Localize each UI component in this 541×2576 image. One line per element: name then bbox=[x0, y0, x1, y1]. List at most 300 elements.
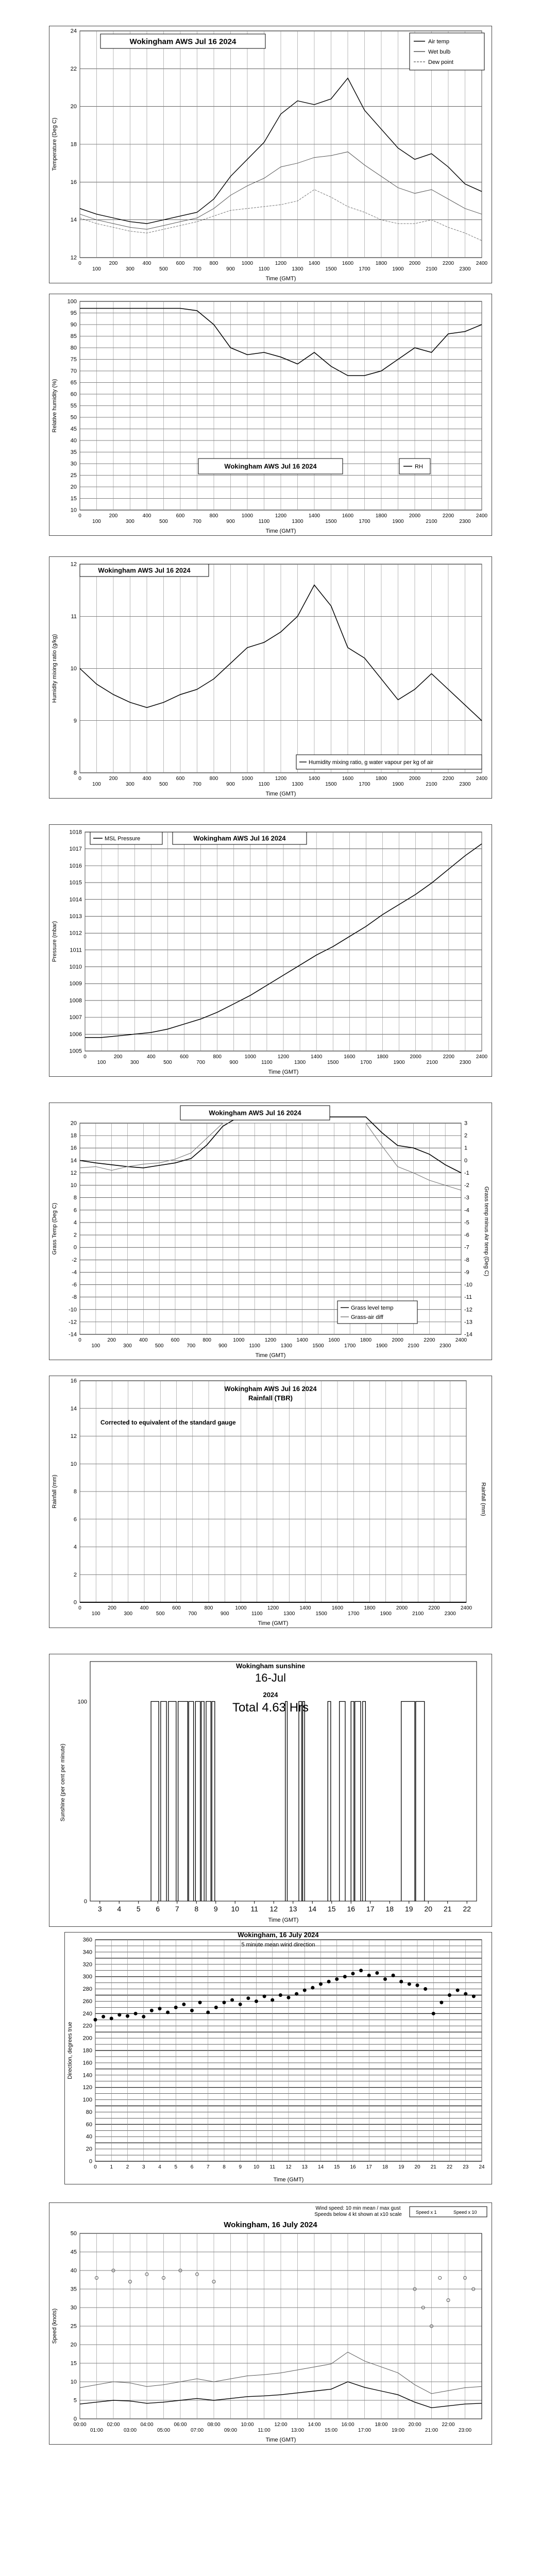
y-tick-label: 16 bbox=[70, 1145, 77, 1151]
chart-subtitle: 5 minute mean wind direction bbox=[241, 1942, 315, 1948]
x-tick-label: 200 bbox=[113, 1054, 123, 1060]
y-axis-label: Sunshine (per cent per minute) bbox=[60, 1743, 66, 1822]
y2-tick-label: -13 bbox=[464, 1319, 472, 1326]
y-tick-label: 10 bbox=[70, 2379, 77, 2385]
y-tick-label: 1018 bbox=[69, 829, 82, 836]
y2-tick-label: -14 bbox=[464, 1331, 472, 1338]
x-tick-label: 500 bbox=[156, 1611, 165, 1617]
y-tick-label: 5 bbox=[73, 2397, 77, 2404]
x-tick-label: 7 bbox=[206, 2164, 210, 2170]
y-tick-label: -12 bbox=[69, 1319, 77, 1326]
wind-direction-point bbox=[327, 1980, 331, 1984]
grass-temp-chart-panel bbox=[49, 1103, 492, 1360]
x-tick-label: 600 bbox=[172, 1605, 181, 1611]
wind-direction-point bbox=[399, 1980, 403, 1984]
x-tick-label: 2300 bbox=[459, 266, 471, 272]
legend-label: Humidity mixing ratio, g water vapour per kg of air bbox=[309, 759, 434, 766]
y-tick-label: 65 bbox=[70, 380, 77, 386]
y-tick-label: 25 bbox=[70, 2323, 77, 2330]
x-tick-label: 1200 bbox=[275, 776, 287, 782]
legend-label: Grass-air diff bbox=[351, 1314, 383, 1320]
humidity-chart bbox=[49, 294, 492, 536]
x-tick-label: 1300 bbox=[292, 519, 303, 524]
x-tick-label: 1500 bbox=[325, 782, 337, 787]
x-tick-label: 800 bbox=[204, 1605, 213, 1611]
x-tick-label: 13 bbox=[289, 1905, 297, 1913]
x-tick-label: 2000 bbox=[392, 1337, 403, 1343]
x-tick-label: 0 bbox=[78, 1605, 81, 1611]
x-tick-label: 1200 bbox=[275, 513, 287, 519]
wind-speed-chart bbox=[49, 2202, 492, 2445]
y-tick-label: 100 bbox=[77, 1699, 87, 1705]
y-tick-label: 180 bbox=[82, 2047, 92, 2054]
x-tick-label: 1400 bbox=[308, 513, 320, 519]
x-tick-label: 13:00 bbox=[291, 2428, 305, 2433]
x-tick-label: 800 bbox=[209, 776, 218, 782]
x-tick-label: 5 bbox=[174, 2164, 178, 2170]
x-tick-label: 1600 bbox=[344, 1054, 356, 1060]
wind-direction-point bbox=[375, 1971, 379, 1975]
y-axis-label: Direction, degrees true bbox=[67, 2022, 73, 2079]
x-tick-label: 900 bbox=[226, 782, 235, 787]
wind-direction-point bbox=[279, 1993, 282, 1997]
x-tick-label: 400 bbox=[142, 776, 151, 782]
x-tick-label: 24 bbox=[479, 2164, 485, 2170]
x-tick-label: 9 bbox=[239, 2164, 242, 2170]
x-tick-label: 16:00 bbox=[341, 2422, 354, 2428]
x-tick-label: 1200 bbox=[267, 1605, 279, 1611]
x-tick-label: 2200 bbox=[442, 776, 454, 782]
x-tick-label: 13 bbox=[301, 2164, 308, 2170]
legend-label: Speed x 10 bbox=[453, 2210, 477, 2215]
y-tick-label: 12 bbox=[70, 1170, 77, 1176]
x-tick-label: 2300 bbox=[439, 1343, 451, 1349]
y-tick-label: -6 bbox=[72, 1282, 77, 1289]
x-axis-label: Time (GMT) bbox=[273, 2177, 304, 2183]
x-tick-label: 600 bbox=[176, 261, 185, 266]
y-tick-label: 20 bbox=[86, 2146, 92, 2153]
wind-direction-point bbox=[166, 2010, 170, 2014]
wind-direction-point bbox=[239, 2003, 242, 2006]
legend-label: MSL Pressure bbox=[105, 836, 141, 842]
x-tick-label: 100 bbox=[91, 1611, 100, 1617]
x-tick-label: 12 bbox=[285, 2164, 292, 2170]
x-tick-label: 1700 bbox=[348, 1611, 360, 1617]
x-tick-label: 01:00 bbox=[90, 2428, 104, 2433]
wind-direction-point bbox=[255, 1999, 258, 2003]
x-tick-label: 2300 bbox=[459, 782, 471, 787]
y-tick-label: 280 bbox=[82, 1986, 92, 1993]
x-tick-label: 400 bbox=[139, 1337, 148, 1343]
x-tick-label: 14 bbox=[308, 1905, 317, 1913]
y2-tick-label: -10 bbox=[464, 1282, 472, 1289]
wind-direction-point bbox=[158, 2007, 162, 2010]
x-tick-label: 20 bbox=[424, 1905, 433, 1913]
y-tick-label: 35 bbox=[70, 449, 77, 455]
chart-title: Wokingham AWS Jul 16 2024 bbox=[98, 566, 191, 574]
y-tick-label: 0 bbox=[73, 2416, 77, 2422]
pressure-chart bbox=[49, 824, 492, 1077]
x-tick-label: 1100 bbox=[249, 1343, 260, 1349]
y2-tick-label: -2 bbox=[464, 1182, 469, 1189]
y-tick-label: 50 bbox=[70, 414, 77, 421]
x-tick-label: 10:00 bbox=[241, 2422, 254, 2428]
x-tick-label: 1800 bbox=[375, 261, 387, 266]
x-axis-label: Time (GMT) bbox=[265, 791, 296, 797]
chart-title: Wokingham AWS Jul 16 2024 bbox=[129, 37, 236, 46]
wind-direction-point bbox=[416, 1984, 419, 1987]
y2-tick-label: 3 bbox=[464, 1120, 468, 1127]
y-axis-label: Grass Temp (Deg C) bbox=[52, 1202, 58, 1255]
y-tick-label: 1014 bbox=[69, 896, 82, 903]
x-tick-label: 21:00 bbox=[425, 2428, 438, 2433]
x-tick-label: 10 bbox=[231, 1905, 240, 1913]
x-tick-label: 00:00 bbox=[73, 2422, 87, 2428]
x-tick-label: 19 bbox=[398, 2164, 404, 2170]
x-tick-label: 600 bbox=[176, 776, 185, 782]
x-tick-label: 400 bbox=[142, 261, 151, 266]
x-tick-label: 300 bbox=[130, 1060, 139, 1065]
x-tick-label: 1400 bbox=[296, 1337, 308, 1343]
x-tick-label: 20:00 bbox=[408, 2422, 421, 2428]
y-tick-label: 1005 bbox=[69, 1048, 82, 1055]
x-tick-label: 18:00 bbox=[375, 2422, 388, 2428]
x-axis-label: Time (GMT) bbox=[258, 1620, 289, 1626]
y2-tick-label: -5 bbox=[464, 1219, 469, 1226]
x-tick-label: 1900 bbox=[392, 782, 404, 787]
y-tick-label: 240 bbox=[82, 2010, 92, 2017]
x-tick-label: 1900 bbox=[392, 266, 404, 272]
x-tick-label: 800 bbox=[209, 261, 218, 266]
x-tick-label: 17:00 bbox=[358, 2428, 371, 2433]
y-tick-label: 8 bbox=[73, 1195, 77, 1201]
y-tick-label: -8 bbox=[72, 1294, 77, 1301]
y-tick-label: 1008 bbox=[69, 997, 82, 1004]
x-tick-label: 1800 bbox=[364, 1605, 376, 1611]
y-tick-label: 60 bbox=[86, 2121, 92, 2128]
x-tick-label: 1200 bbox=[275, 261, 287, 266]
chart-title: Wokingham, 16 July 2024 bbox=[238, 1932, 319, 1939]
x-tick-label: 2400 bbox=[476, 1054, 488, 1060]
x-tick-label: 2100 bbox=[426, 519, 437, 524]
x-axis-label: Time (GMT) bbox=[265, 2437, 296, 2443]
y-tick-label: 140 bbox=[82, 2072, 92, 2079]
x-tick-label: 1700 bbox=[359, 519, 370, 524]
x-tick-label: 3 bbox=[97, 1905, 102, 1913]
x-tick-label: 1300 bbox=[294, 1060, 306, 1065]
y-tick-label: 220 bbox=[82, 2023, 92, 2029]
x-tick-label: 300 bbox=[126, 266, 134, 272]
x-tick-label: 0 bbox=[83, 1054, 87, 1060]
y-tick-label: -2 bbox=[72, 1257, 77, 1263]
x-tick-label: 1100 bbox=[258, 519, 270, 524]
mixing-ratio-chart-panel bbox=[49, 556, 492, 799]
y-axis-label: Speed (knots) bbox=[52, 2308, 58, 2344]
x-tick-label: 200 bbox=[109, 513, 118, 519]
x-tick-label: 300 bbox=[126, 782, 134, 787]
x-tick-label: 1000 bbox=[241, 776, 253, 782]
wind-direction-point bbox=[270, 1998, 274, 2002]
wind-direction-point bbox=[126, 2014, 129, 2018]
x-tick-label: 23:00 bbox=[458, 2428, 472, 2433]
y-tick-label: 4 bbox=[73, 1219, 77, 1226]
chart-title: Wokingham, 16 July 2024 bbox=[224, 2221, 317, 2229]
x-tick-label: 17 bbox=[366, 2164, 372, 2170]
x-tick-label: 05:00 bbox=[157, 2428, 171, 2433]
legend-label: Speed x 1 bbox=[416, 2210, 437, 2215]
x-tick-label: 1100 bbox=[251, 1611, 263, 1617]
y-axis-label: Rainfall (mm) bbox=[52, 1475, 58, 1509]
y-tick-label: 12 bbox=[70, 561, 77, 568]
x-tick-label: 600 bbox=[176, 513, 185, 519]
x-tick-label: 2100 bbox=[426, 266, 437, 272]
x-tick-label: 2100 bbox=[426, 1060, 438, 1065]
y-tick-label: 1010 bbox=[69, 964, 82, 971]
x-tick-label: 2000 bbox=[409, 261, 421, 266]
x-tick-label: 5 bbox=[136, 1905, 141, 1913]
x-tick-label: 7 bbox=[175, 1905, 179, 1913]
x-tick-label: 06:00 bbox=[174, 2422, 187, 2428]
x-tick-label: 700 bbox=[188, 1611, 197, 1617]
x-tick-label: 1300 bbox=[292, 782, 303, 787]
y-tick-label: 55 bbox=[70, 403, 77, 409]
y-tick-label: 320 bbox=[82, 1961, 92, 1968]
wind-direction-point bbox=[424, 1987, 427, 1991]
y2-axis-label: Grass temp minus Air temp (Deg C) bbox=[483, 1186, 489, 1277]
chart-title: Wokingham AWS Jul 16 2024 bbox=[224, 462, 317, 470]
y2-tick-label: -7 bbox=[464, 1244, 469, 1251]
x-tick-label: 300 bbox=[126, 519, 134, 524]
mixing-ratio-chart bbox=[49, 556, 492, 799]
y-tick-label: 1009 bbox=[69, 980, 82, 987]
wind-direction-point bbox=[182, 2003, 185, 2006]
y-tick-label: 9 bbox=[73, 718, 77, 724]
x-tick-label: 2000 bbox=[409, 776, 421, 782]
humidity-chart-panel bbox=[49, 294, 492, 536]
y-tick-label: 1006 bbox=[69, 1031, 82, 1038]
x-tick-label: 1000 bbox=[244, 1054, 256, 1060]
y-tick-label: 70 bbox=[70, 368, 77, 375]
x-tick-label: 2400 bbox=[476, 776, 488, 782]
x-tick-label: 11 bbox=[269, 2164, 275, 2170]
y-tick-label: 1016 bbox=[69, 862, 82, 869]
rainfall-chart bbox=[49, 1376, 492, 1628]
wind-direction-point bbox=[472, 1994, 476, 1998]
y-tick-label: 1013 bbox=[69, 913, 82, 920]
y-tick-label: 40 bbox=[70, 437, 77, 444]
x-tick-label: 1000 bbox=[235, 1605, 247, 1611]
x-tick-label: 1900 bbox=[376, 1343, 387, 1349]
y-tick-label: 50 bbox=[70, 2230, 77, 2237]
x-tick-label: 22 bbox=[463, 1905, 471, 1913]
x-tick-label: 1500 bbox=[325, 266, 337, 272]
y-tick-label: 120 bbox=[82, 2084, 92, 2091]
wind-direction-point bbox=[94, 2018, 97, 2022]
x-tick-label: 2100 bbox=[412, 1611, 424, 1617]
y-tick-label: 40 bbox=[70, 2267, 77, 2274]
y-tick-label: 14 bbox=[70, 217, 77, 224]
x-axis-label: Time (GMT) bbox=[268, 1069, 299, 1075]
y-tick-label: 4 bbox=[73, 1544, 77, 1550]
x-tick-label: 2000 bbox=[410, 1054, 421, 1060]
y-tick-label: -14 bbox=[69, 1331, 77, 1338]
wind-direction-point bbox=[117, 2013, 121, 2016]
y2-tick-label: 0 bbox=[464, 1157, 468, 1164]
y-tick-label: 6 bbox=[73, 1516, 77, 1523]
x-tick-label: 15 bbox=[334, 2164, 340, 2170]
y-axis-label: Relative humidity (%) bbox=[52, 379, 58, 433]
x-tick-label: 1700 bbox=[360, 1060, 372, 1065]
y-tick-label: -10 bbox=[69, 1307, 77, 1313]
x-tick-label: 2100 bbox=[426, 782, 437, 787]
x-tick-label: 18 bbox=[382, 2164, 388, 2170]
x-tick-label: 0 bbox=[78, 261, 81, 266]
x-tick-label: 800 bbox=[213, 1054, 222, 1060]
y-tick-label: 85 bbox=[70, 333, 77, 340]
x-tick-label: 2200 bbox=[424, 1337, 435, 1343]
x-tick-label: 18 bbox=[385, 1905, 394, 1913]
y-tick-label: 1011 bbox=[70, 947, 82, 954]
x-tick-label: 100 bbox=[92, 519, 101, 524]
chart-title: Wokingham AWS Jul 16 2024 bbox=[193, 834, 286, 842]
wind-direction-point bbox=[190, 2009, 194, 2012]
wind-direction-point bbox=[392, 1974, 395, 1977]
x-tick-label: 14 bbox=[317, 2164, 324, 2170]
y-tick-label: 24 bbox=[70, 28, 77, 35]
x-tick-label: 2400 bbox=[476, 261, 488, 266]
x-tick-label: 8 bbox=[223, 2164, 226, 2170]
x-tick-label: 23 bbox=[463, 2164, 469, 2170]
y-tick-label: 10 bbox=[70, 1182, 77, 1189]
x-tick-label: 1500 bbox=[315, 1611, 327, 1617]
wind-direction-point bbox=[432, 2012, 435, 2015]
y2-tick-label: -9 bbox=[464, 1269, 469, 1276]
x-tick-label: 1500 bbox=[312, 1343, 324, 1349]
x-tick-label: 1000 bbox=[241, 261, 253, 266]
x-tick-label: 1600 bbox=[342, 776, 354, 782]
y-tick-label: 20 bbox=[70, 2342, 77, 2348]
legend-label: Wet bulb bbox=[428, 49, 451, 55]
wind-direction-point bbox=[102, 2015, 105, 2019]
y-tick-label: 2 bbox=[73, 1571, 77, 1578]
x-tick-label: 1600 bbox=[342, 261, 354, 266]
y-tick-label: 360 bbox=[82, 1937, 92, 1943]
y-tick-label: 18 bbox=[70, 1132, 77, 1139]
x-tick-label: 2400 bbox=[460, 1605, 472, 1611]
wind-direction-point bbox=[456, 1988, 460, 1992]
x-tick-label: 1400 bbox=[299, 1605, 311, 1611]
y-tick-label: 160 bbox=[82, 2060, 92, 2066]
x-tick-label: 900 bbox=[226, 519, 235, 524]
y-tick-label: 95 bbox=[70, 310, 77, 316]
x-tick-label: 22:00 bbox=[442, 2422, 455, 2428]
x-tick-label: 1800 bbox=[377, 1054, 388, 1060]
x-tick-label: 100 bbox=[91, 1343, 100, 1349]
y2-tick-label: -1 bbox=[464, 1170, 469, 1176]
x-tick-label: 22 bbox=[446, 2164, 453, 2170]
y-tick-label: 6 bbox=[73, 1207, 77, 1214]
wind-direction-point bbox=[311, 1986, 314, 1990]
x-tick-label: 100 bbox=[92, 266, 101, 272]
x-tick-label: 2200 bbox=[428, 1605, 440, 1611]
sunshine-total: Total 4.63 Hrs bbox=[232, 1701, 309, 1715]
x-tick-label: 1900 bbox=[393, 1060, 405, 1065]
pressure-chart-panel bbox=[49, 824, 492, 1077]
x-tick-label: 11:00 bbox=[258, 2428, 270, 2433]
wind-direction-point bbox=[448, 1993, 451, 1997]
y2-tick-label: -4 bbox=[464, 1207, 469, 1214]
y-tick-label: 1007 bbox=[69, 1014, 82, 1021]
x-tick-label: 15 bbox=[327, 1905, 336, 1913]
chart-subtitle: 16-Jul bbox=[255, 1671, 286, 1684]
x-tick-label: 1700 bbox=[359, 782, 370, 787]
plot-area bbox=[90, 1662, 477, 1901]
x-tick-label: 15:00 bbox=[324, 2428, 338, 2433]
x-tick-label: 21 bbox=[443, 1905, 452, 1913]
y-tick-label: 0 bbox=[73, 1244, 77, 1251]
y-tick-label: 14 bbox=[70, 1157, 77, 1164]
chart-annotation: Corrected to equivalent of the standard gauge bbox=[100, 1419, 236, 1426]
x-tick-label: 500 bbox=[159, 519, 168, 524]
y-tick-label: 0 bbox=[83, 1899, 87, 1905]
sunshine-chart-panel bbox=[49, 1654, 492, 1927]
x-tick-label: 700 bbox=[193, 782, 201, 787]
y-tick-label: 22 bbox=[70, 65, 77, 72]
x-tick-label: 1500 bbox=[325, 519, 337, 524]
y-tick-label: 40 bbox=[86, 2133, 92, 2140]
wind-direction-point bbox=[343, 1975, 347, 1978]
x-tick-label: 1800 bbox=[375, 513, 387, 519]
legend-label: Dew point bbox=[428, 59, 453, 65]
y2-tick-label: 2 bbox=[464, 1132, 468, 1139]
y-tick-label: 1015 bbox=[69, 879, 82, 886]
x-tick-label: 0 bbox=[78, 513, 81, 519]
legend-label: Grass level temp bbox=[351, 1305, 394, 1311]
wind-direction-point bbox=[134, 2012, 138, 2015]
wind-direction-point bbox=[383, 1977, 387, 1981]
y-tick-label: 0 bbox=[73, 1599, 77, 1606]
x-tick-label: 0 bbox=[78, 776, 81, 782]
y-tick-label: 200 bbox=[82, 2035, 92, 2042]
legend-label: RH bbox=[415, 464, 423, 470]
wind-direction-point bbox=[150, 2009, 154, 2012]
x-tick-label: 900 bbox=[220, 1611, 229, 1617]
wind-direction-point bbox=[295, 1992, 298, 1996]
x-tick-label: 1500 bbox=[327, 1060, 339, 1065]
y-tick-label: 12 bbox=[70, 255, 77, 261]
x-tick-label: 2200 bbox=[442, 261, 454, 266]
x-tick-label: 2300 bbox=[444, 1611, 456, 1617]
x-tick-label: 400 bbox=[142, 513, 151, 519]
chart-title: Wokingham AWS Jul 16 2024 bbox=[209, 1109, 301, 1117]
x-tick-label: 1400 bbox=[308, 776, 320, 782]
y-tick-label: 16 bbox=[70, 179, 77, 185]
x-tick-label: 500 bbox=[159, 782, 168, 787]
y-tick-label: 35 bbox=[70, 2286, 77, 2293]
x-tick-label: 400 bbox=[140, 1605, 149, 1611]
wind-direction-point bbox=[335, 1977, 339, 1981]
wind-direction-point bbox=[198, 2001, 202, 2004]
x-tick-label: 8 bbox=[194, 1905, 199, 1913]
y-tick-label: 60 bbox=[70, 391, 77, 398]
x-tick-label: 09:00 bbox=[224, 2428, 238, 2433]
y2-tick-label: 1 bbox=[464, 1145, 468, 1151]
x-tick-label: 04:00 bbox=[140, 2422, 154, 2428]
y-tick-label: 30 bbox=[70, 461, 77, 467]
x-tick-label: 700 bbox=[196, 1060, 205, 1065]
y-tick-label: 10 bbox=[70, 1461, 77, 1467]
x-tick-label: 16 bbox=[347, 1905, 356, 1913]
